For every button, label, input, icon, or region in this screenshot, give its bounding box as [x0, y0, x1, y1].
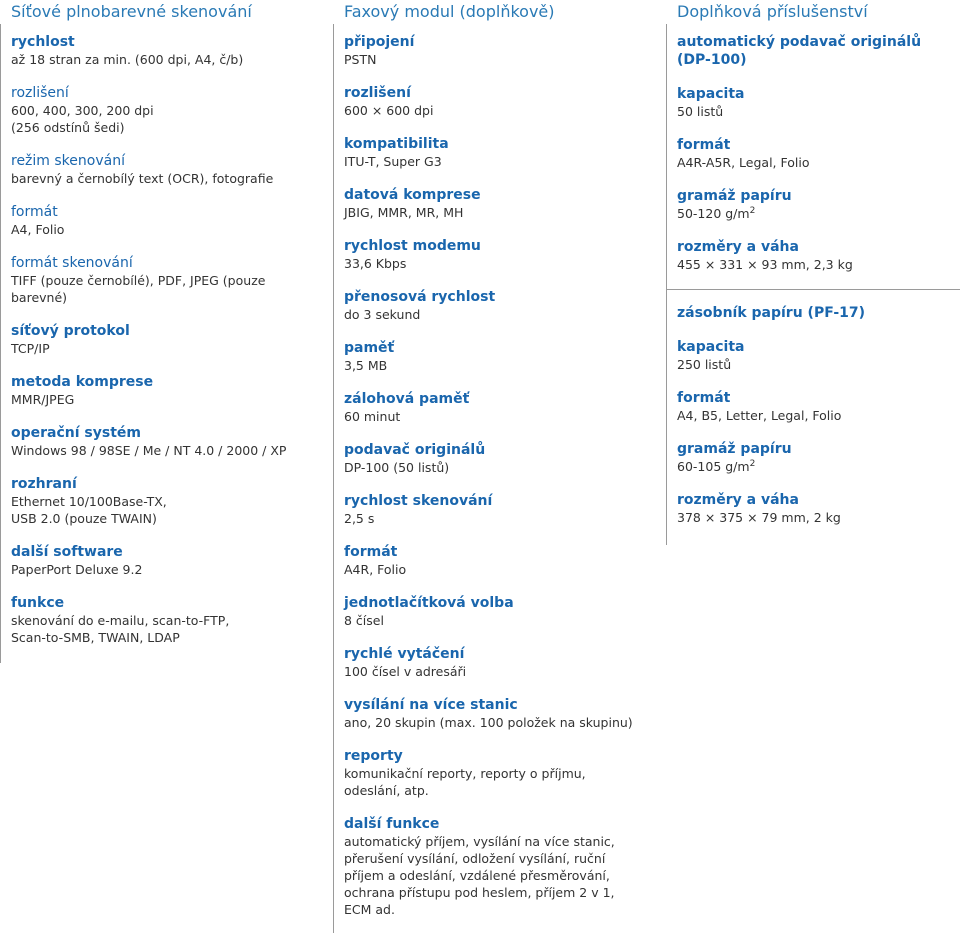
spec-value: 3,5 MB [344, 358, 388, 373]
spec-format [344, 543, 655, 578]
spec-software [11, 543, 323, 578]
heading-accessories: Doplňková příslušenství [677, 2, 868, 21]
spec-scan-format [11, 254, 323, 306]
spec-value: 60-105 g/m [677, 459, 750, 474]
spec-label: rozlišení [344, 85, 411, 101]
spec-label: vysílání na více stanic [344, 697, 518, 713]
spec-label: rychlost [11, 34, 75, 50]
spec-value: A4R-A5R, Legal, Folio [677, 155, 810, 170]
spec-value: 60 minut [344, 409, 401, 424]
spec-value: 100 čísel v adresáři [344, 664, 467, 679]
spec-label: rychlost skenování [344, 493, 493, 509]
section-title: (DP-100) [677, 52, 747, 68]
spec-format [11, 203, 323, 238]
spec-value: Scan-to-SMB, TWAIN, LDAP [11, 630, 180, 645]
spec-network-protocol [11, 322, 323, 357]
spec-value: barevný a černobílý text (OCR), fotografie [11, 171, 274, 186]
spec-value: 455 × 331 × 93 mm, 2,3 kg [677, 257, 853, 272]
spec-value: komunikační reporty, reporty o příjmu, [344, 766, 586, 781]
spec-label: rozměry a váha [677, 492, 799, 508]
column-accessories [666, 0, 960, 545]
spec-label: síťový protokol [11, 323, 130, 339]
spec-value: 33,6 Kbps [344, 256, 407, 271]
spec-speed [11, 33, 323, 68]
spec-list-accessories [666, 24, 960, 545]
spec-label: gramáž papíru [677, 441, 792, 457]
spec-value: USB 2.0 (pouze TWAIN) [11, 511, 157, 526]
section-title: zásobník papíru (PF-17) [677, 305, 866, 321]
spec-value: Ethernet 10/100Base-TX, [11, 494, 167, 509]
spec-label: zálohová paměť [344, 391, 470, 407]
spec-scan-mode [11, 152, 323, 187]
spec-label: jednotlačítková volba [344, 595, 514, 611]
spec-value: příjem a odeslání, vzdálené přesměrování, [344, 868, 610, 883]
spec-label: reporty [344, 748, 403, 764]
section-title: automatický podavač originálů [677, 34, 922, 50]
spec-value: barevné) [11, 290, 68, 305]
spec-label: formát [677, 137, 731, 153]
spec-value: ECM ad. [344, 902, 395, 917]
spec-value: 600 × 600 dpi [344, 103, 434, 118]
spec-value: 2,5 s [344, 511, 375, 526]
spec-value: 378 × 375 × 79 mm, 2 kg [677, 510, 841, 525]
spec-modem-speed [344, 237, 655, 272]
spec-value-row [677, 458, 960, 475]
spec-list-scanning [0, 24, 323, 663]
spec-value-row [677, 205, 960, 222]
spec-value: Windows 98 / 98SE / Me / NT 4.0 / 2000 / XP [11, 443, 287, 458]
spec-paper-weight [677, 440, 960, 475]
spec-label: rozlišení [11, 85, 69, 101]
superscript: 2 [749, 459, 756, 469]
spec-label: rozhraní [11, 476, 77, 492]
spec-label: kompatibilita [344, 136, 449, 152]
spec-reports [344, 747, 655, 799]
spec-label: kapacita [677, 339, 745, 355]
spec-label: formát [11, 204, 58, 220]
spec-label: rozměry a váha [677, 239, 799, 255]
spec-value: TIFF (pouze černobílé), PDF, JPEG (pouze [11, 273, 266, 288]
spec-value: A4, Folio [11, 222, 65, 237]
spec-value: 8 čísel [344, 613, 384, 628]
spec-value: odeslání, atp. [344, 783, 429, 798]
spec-label: paměť [344, 340, 395, 356]
spec-paper-weight [677, 187, 960, 222]
spec-other-functions [344, 815, 655, 918]
spec-resolution [11, 84, 323, 136]
heading-fax-module: Faxový modul (doplňkově) [344, 2, 555, 21]
heading-network-scanning: Síťové plnobarevné skenování [11, 2, 252, 21]
spec-value: MMR/JPEG [11, 392, 75, 407]
spec-label: přenosová rychlost [344, 289, 496, 305]
spec-value: DP-100 (50 listů) [344, 460, 450, 475]
spec-value: 250 listů [677, 357, 732, 372]
spec-value: A4, B5, Letter, Legal, Folio [677, 408, 842, 423]
spec-label: rychlé vytáčení [344, 646, 465, 662]
section-divider [667, 289, 960, 290]
spec-value: ITU-T, Super G3 [344, 154, 442, 169]
spec-functions [11, 594, 323, 646]
spec-label: podavač originálů [344, 442, 486, 458]
spec-compatibility [344, 135, 655, 170]
spec-value: (256 odstínů šedi) [11, 120, 125, 135]
spec-label: formát [677, 390, 731, 406]
spec-value: PSTN [344, 52, 377, 67]
spec-value: PaperPort Deluxe 9.2 [11, 562, 143, 577]
spec-compression [11, 373, 323, 408]
spec-value: skenování do e-mailu, scan-to-FTP, [11, 613, 230, 628]
spec-value: 600, 400, 300, 200 dpi [11, 103, 154, 118]
spec-memory [344, 339, 655, 374]
spec-label: připojení [344, 34, 415, 50]
spec-format [677, 389, 960, 424]
spec-transmission-speed [344, 288, 655, 323]
column-network-scanning [0, 0, 323, 663]
spec-label: další software [11, 544, 123, 560]
spec-backup-memory [344, 390, 655, 425]
spec-one-touch-dial [344, 594, 655, 629]
spec-value: TCP/IP [11, 341, 50, 356]
spec-label: gramáž papíru [677, 188, 792, 204]
spec-list-fax [333, 24, 655, 933]
section-paper-tray-title [677, 304, 960, 322]
spec-value: 50-120 g/m [677, 206, 750, 221]
spec-data-compression [344, 186, 655, 221]
spec-resolution [344, 84, 655, 119]
spec-value: A4R, Folio [344, 562, 407, 577]
spec-label: funkce [11, 595, 65, 611]
spec-dimensions-weight [677, 238, 960, 273]
spec-label: další funkce [344, 816, 440, 832]
spec-capacity [677, 338, 960, 373]
spec-value: do 3 sekund [344, 307, 421, 322]
spec-label: režim skenování [11, 153, 125, 169]
spec-os [11, 424, 323, 459]
spec-broadcast [344, 696, 655, 731]
spec-value: JBIG, MMR, MR, MH [344, 205, 464, 220]
spec-value: automatický příjem, vysílání na více stanic, [344, 834, 615, 849]
superscript: 2 [749, 206, 756, 216]
spec-label: formát [344, 544, 398, 560]
spec-label: datová komprese [344, 187, 481, 203]
spec-dimensions-weight [677, 491, 960, 526]
spec-value: ano, 20 skupin (max. 100 položek na skupinu) [344, 715, 633, 730]
spec-format [677, 136, 960, 171]
column-fax-module [333, 0, 655, 933]
spec-connection [344, 33, 655, 68]
spec-interface [11, 475, 323, 527]
spec-scan-speed [344, 492, 655, 527]
spec-value: přerušení vysílání, odložení vysílání, ruční [344, 851, 606, 866]
spec-label: formát skenování [11, 255, 133, 271]
spec-value: až 18 stran za min. (600 dpi, A4, č/b) [11, 52, 244, 67]
spec-value: ochrana přístupu pod heslem, příjem 2 v 1, [344, 885, 615, 900]
spec-label: kapacita [677, 86, 745, 102]
spec-label: operační systém [11, 425, 141, 441]
spec-speed-dial [344, 645, 655, 680]
spec-document-feeder [344, 441, 655, 476]
spec-value: 50 listů [677, 104, 724, 119]
spec-capacity [677, 85, 960, 120]
spec-label: metoda komprese [11, 374, 154, 390]
spec-label: rychlost modemu [344, 238, 481, 254]
section-document-feeder-title [677, 33, 960, 69]
